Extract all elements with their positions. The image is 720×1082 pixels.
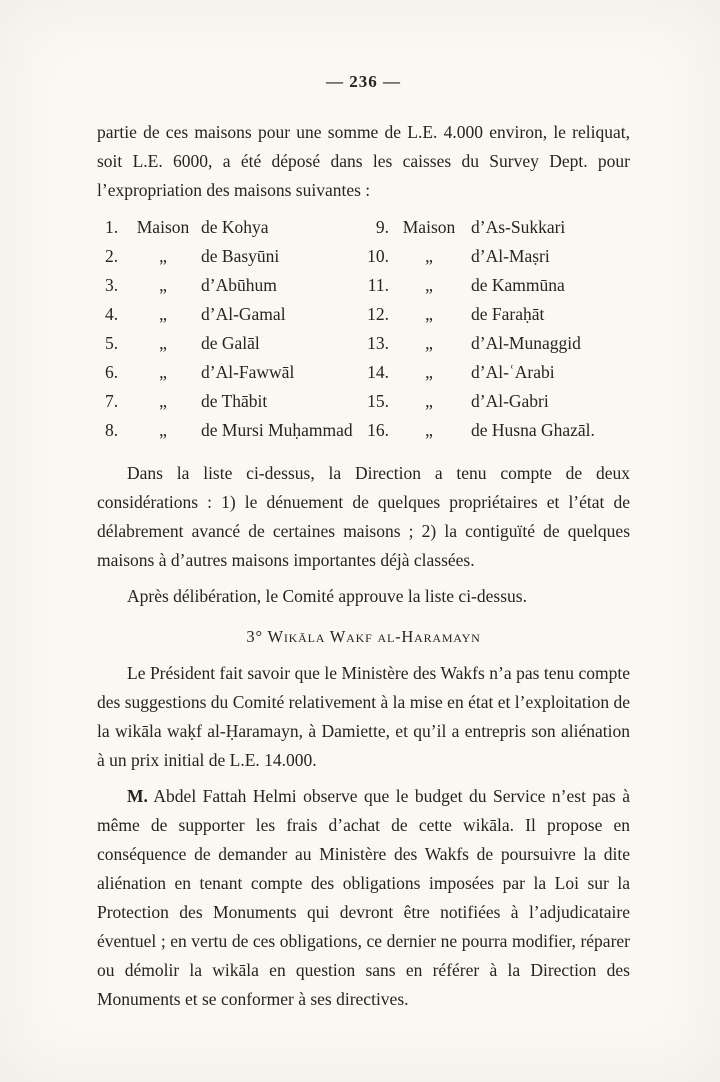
house-name: d’Al-Maṣri: [471, 246, 550, 266]
house-list-row: [97, 213, 630, 242]
house-ditto: Maison: [402, 217, 456, 237]
house-name: d’As-Sukkari: [471, 217, 566, 237]
house-list-row: [97, 387, 630, 416]
house-name: d’Al-Gamal: [201, 304, 286, 324]
paragraph-approval: Après délibération, le Comité approuve la liste ci-dessus.: [127, 586, 527, 606]
house-number: 13.: [367, 333, 389, 353]
page-number: — 236 —: [326, 72, 401, 91]
house-ditto: „: [425, 275, 433, 295]
house-name: d’Al-ʿArabi: [471, 362, 555, 382]
house-number: 16.: [367, 420, 389, 440]
house-ditto: „: [159, 246, 167, 266]
house-number: 10.: [367, 246, 389, 266]
paragraph-president: Le Président fait savoir que le Ministère des Wakfs n’a pas tenu compte des suggestions du Comité relativement à la mise en état et l’exploitation de la wikāla waḳf al-Ḥaramayn, à Damiette, et qu’il a entrepris son aliénation à un prix initial de L.E. 14.000.: [97, 663, 630, 770]
house-number: 9.: [375, 217, 389, 237]
paragraph-helmi-text: Abdel Fattah Helmi observe que le budget du Service n’est pas à même de supporter les frais d’achat de cette wikāla. Il propose en conséquence de demander au Ministère des Wakfs de poursuivre la dite aliénation en tenant compte des obligations imposées par la Loi sur la Protection des Monuments qui devront être notifiées à l’adjudicataire éventuel ; en vertu de ces obligations, ce dernier ne pourra modifier, réparer ou démolir la wikāla en question sans en référer à la Direction des Monuments et se conformer à ses directives.: [97, 786, 630, 1009]
house-number: 15.: [367, 391, 389, 411]
house-list-row: [97, 242, 630, 271]
section-heading: 3° Wikāla Wakf al-Haramayn: [246, 627, 481, 646]
house-ditto: Maison: [136, 217, 190, 237]
house-list: [97, 213, 630, 445]
house-name: d’Al-Munaggid: [471, 333, 581, 353]
house-ditto: „: [159, 391, 167, 411]
paragraph-considerations: Dans la liste ci-dessus, la Direction a tenu compte de deux considérations : 1) le dénuement de quelques propriétaires et l’état de délabrement avancé de certaines maisons ; 2) la contiguïté de quelques maisons à d’autres maisons importantes déjà classées.: [97, 463, 630, 570]
house-ditto: „: [425, 420, 433, 440]
house-name: de Thābit: [201, 391, 268, 411]
house-list-row: [97, 300, 630, 329]
house-ditto: „: [425, 391, 433, 411]
house-ditto: „: [425, 246, 433, 266]
house-number: 6.: [105, 362, 119, 382]
house-list-row: [97, 416, 630, 445]
house-ditto: „: [159, 304, 167, 324]
house-name: d’Al-Fawwāl: [201, 362, 295, 382]
house-ditto: „: [159, 362, 167, 382]
house-number: 7.: [105, 391, 119, 411]
house-list-row: [97, 329, 630, 358]
house-name: de Faraḥāt: [471, 304, 545, 324]
house-ditto: „: [159, 275, 167, 295]
house-name: de Kohya: [201, 217, 269, 237]
house-name: de Kammūna: [471, 275, 565, 295]
paragraph-helmi: [97, 782, 630, 1014]
house-number: 8.: [105, 420, 119, 440]
house-number: 1.: [105, 217, 119, 237]
house-number: 11.: [367, 275, 389, 295]
house-ditto: „: [159, 420, 167, 440]
house-number: 2.: [105, 246, 119, 266]
house-number: 4.: [105, 304, 119, 324]
house-name: de Husna Ghazāl.: [471, 420, 595, 440]
house-number: 3.: [105, 275, 119, 295]
house-name: d’Abūhum: [201, 275, 277, 295]
house-list-row: [97, 271, 630, 300]
house-ditto: „: [425, 304, 433, 324]
house-name: de Basyūni: [201, 246, 280, 266]
house-number: 14.: [367, 362, 389, 382]
intro-paragraph: partie de ces maisons pour une somme de L.E. 4.000 environ, le reliquat, soit L.E. 6000, a été déposé dans les caisses du Survey Dept. pour l’expropriation des maisons suivantes :: [97, 122, 630, 200]
house-name: de Mursi Muḥammad: [201, 420, 353, 440]
house-name: de Galāl: [201, 333, 260, 353]
house-ditto: „: [425, 333, 433, 353]
house-list-row: [97, 358, 630, 387]
house-name: d’Al-Gabri: [471, 391, 549, 411]
house-ditto: „: [425, 362, 433, 382]
speaker-initial: M.: [127, 786, 148, 806]
house-number: 5.: [105, 333, 119, 353]
house-number: 12.: [367, 304, 389, 324]
house-ditto: „: [159, 333, 167, 353]
